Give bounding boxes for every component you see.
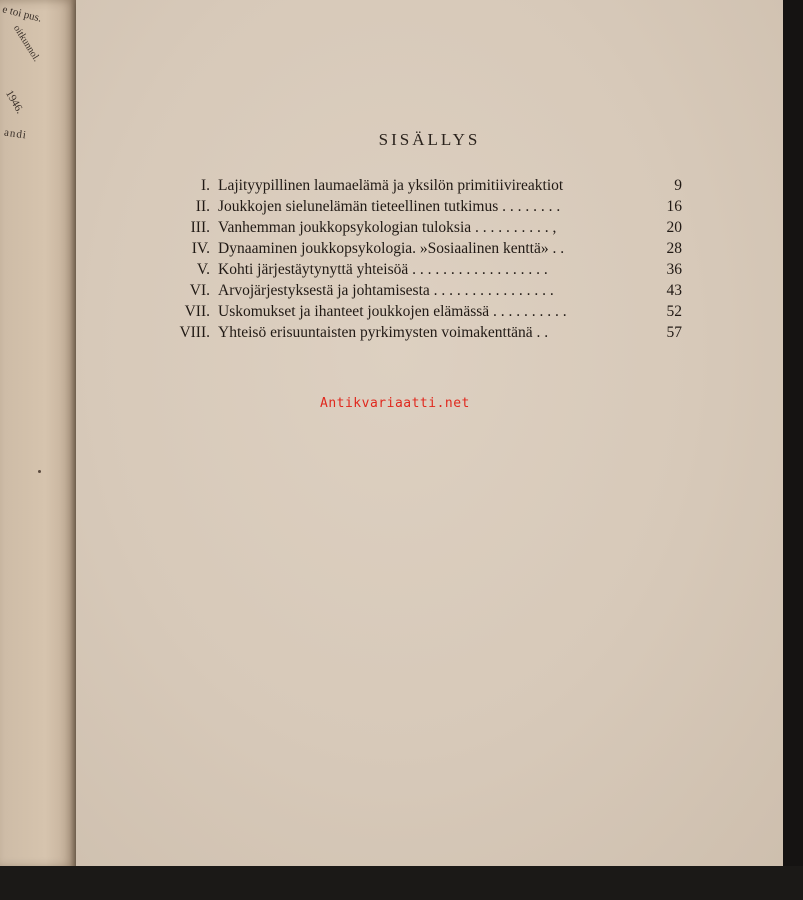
toc-entry xyxy=(160,280,682,301)
page-number: 9 xyxy=(674,177,682,194)
toc-entry xyxy=(160,196,682,217)
left-page-fragment: 1946. xyxy=(2,88,26,116)
page-title: SISÄLLYS xyxy=(378,130,481,149)
chapter-number: IV. xyxy=(191,240,210,257)
table-of-contents xyxy=(160,175,682,343)
page-number: 16 xyxy=(666,198,682,215)
left-page-fragment: e toi pus. xyxy=(1,3,43,25)
toc-entry xyxy=(160,217,682,238)
chapter-number: I. xyxy=(200,177,210,194)
chapter-number: II. xyxy=(195,198,210,215)
chapter-title: Vanhemman joukkopsykologian tuloksia . . . . . . . . . . , xyxy=(218,219,557,236)
toc-entry xyxy=(160,175,682,196)
page-number: 20 xyxy=(666,219,682,236)
toc-entry xyxy=(160,322,682,343)
chapter-number: VI. xyxy=(189,282,210,299)
chapter-title: Dynaaminen joukkopsykologia. »Sosiaalinen kenttä» . . xyxy=(218,240,565,257)
chapter-number: VII. xyxy=(184,303,210,320)
toc-entry xyxy=(160,259,682,280)
chapter-number: III. xyxy=(190,219,210,236)
left-page-fragment: oitkunnol. xyxy=(10,23,42,64)
chapter-title: Uskomukset ja ihanteet joukkojen elämässä . . . . . . . . . . xyxy=(218,303,567,320)
page-number: 36 xyxy=(666,261,682,278)
previous-page-edge xyxy=(0,0,76,868)
chapter-title: Yhteisö erisuuntaisten pyrkimysten voimakenttänä . . xyxy=(218,324,549,341)
ink-speck xyxy=(38,470,41,473)
chapter-title: Joukkojen sielunelämän tieteellinen tutkimus . . . . . . . . xyxy=(218,198,561,215)
toc-entry xyxy=(160,301,682,322)
dark-background-bottom xyxy=(0,866,803,900)
chapter-number: V. xyxy=(196,261,210,278)
chapter-title: Lajityypillinen laumaelämä ja yksilön primitiivireaktiot xyxy=(218,177,564,194)
toc-entry xyxy=(160,238,682,259)
dark-background-edge xyxy=(783,0,803,900)
left-page-fragment: andi xyxy=(3,126,28,142)
page-number: 57 xyxy=(666,324,682,341)
watermark-text: Antikvariaatti.net xyxy=(320,396,470,411)
chapter-title: Arvojärjestyksestä ja johtamisesta . . . . . . . . . . . . . . . . xyxy=(218,282,554,299)
chapter-title: Kohti järjestäytynyttä yhteisöä . . . . . . . . . . . . . . . . . . xyxy=(218,261,548,278)
page-number: 28 xyxy=(666,240,682,257)
page-number: 52 xyxy=(666,303,682,320)
page-number: 43 xyxy=(666,282,682,299)
chapter-number: VIII. xyxy=(179,324,210,341)
